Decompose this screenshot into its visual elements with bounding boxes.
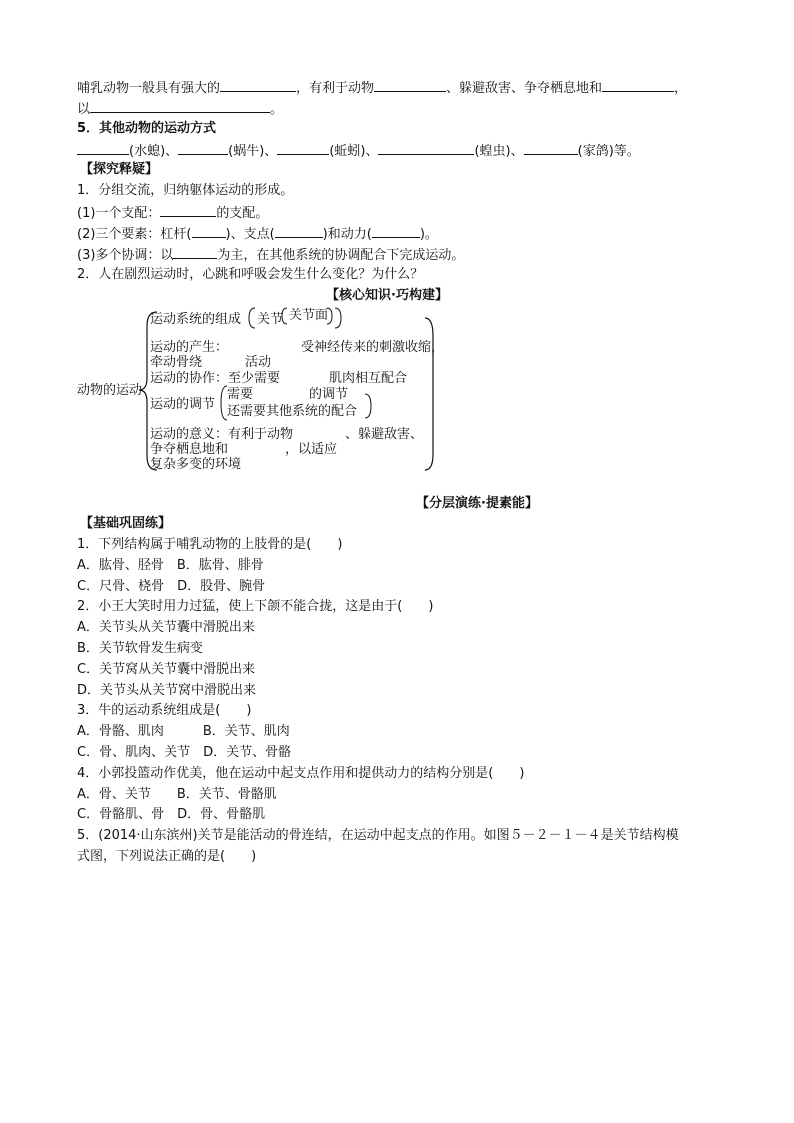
intro-text: 以 xyxy=(77,102,91,117)
map-r3-label: 运动的协作：至少需要 xyxy=(150,371,281,386)
question-text: 1．分组交流，归纳躯体运动的形成。 xyxy=(77,183,294,198)
question-stem: 4．小郭投篮动作优美，他在运动中起支点作用和提供动力的结构分别是( ) xyxy=(77,765,525,781)
item-text: (1)一个支配： xyxy=(77,206,161,221)
question-text: 2．人在剧烈运动时，心跳和呼吸会发生什么变化？为什么？ xyxy=(77,267,424,282)
answer-option[interactable]: C．骨骼肌、骨 D．骨、骨骼肌 xyxy=(77,807,266,823)
explore-q1 xyxy=(77,181,724,201)
answer-option[interactable]: A．肱骨、胫骨 B．肱骨、腓骨 xyxy=(77,557,264,573)
answer-option[interactable]: A．骨、关节 B．关节、骨骼肌 xyxy=(77,786,277,802)
blank xyxy=(524,140,578,155)
map-r4-reg: 的调节 xyxy=(309,387,349,402)
answer-option[interactable]: D．关节头从关节窝中滑脱出来 xyxy=(77,682,257,698)
q5-item: (水螅)、 xyxy=(129,144,179,159)
blank xyxy=(372,223,420,238)
item-text: 的支配。 xyxy=(216,206,269,221)
intro-text: ，有利于动物 xyxy=(296,81,375,96)
explore-p3 xyxy=(77,244,724,264)
answer-option[interactable]: 式图，下列说法正确的是( ) xyxy=(77,849,257,864)
map-r2-text2: 牵动骨绕 xyxy=(150,355,203,370)
map-r5-text4: 复杂多变的环境 xyxy=(150,457,242,472)
q5-item: (蚯蚓)、 xyxy=(329,144,379,159)
blank xyxy=(178,140,228,155)
q5-items xyxy=(77,140,724,160)
blank xyxy=(192,223,226,238)
blank xyxy=(275,223,323,238)
answer-option[interactable]: B．关节软骨发生病变 xyxy=(77,641,203,656)
intro-text: 、躲避敌害、争夺栖息地和 xyxy=(446,81,603,96)
map-r3-text: 肌肉相互配合 xyxy=(329,371,408,386)
item-text: (2)三个要素：杠杆( xyxy=(77,227,192,242)
map-r1-joint: 关节 xyxy=(257,312,284,327)
blank xyxy=(277,140,329,155)
answer-option[interactable]: A．关节头从关节囊中滑脱出来 xyxy=(77,620,255,636)
question-stem: 2．小王大笑时用力过猛，使上下颌不能合拢，这是由于( ) xyxy=(77,599,434,615)
explore-p2 xyxy=(77,223,724,243)
answer-option[interactable]: A．骨骼、肌肉 B．关节、肌肉 xyxy=(77,724,290,740)
blank xyxy=(173,244,217,259)
blank xyxy=(77,140,129,155)
blank xyxy=(378,140,474,155)
intro-line-2 xyxy=(77,98,724,118)
item-text: 为主，在其他系统的协调配合下完成运动。 xyxy=(217,248,465,263)
q5-item: (蜗牛)、 xyxy=(228,144,278,159)
practice-heading: 【分层演练·提素能】 xyxy=(416,496,538,511)
map-r5-text2: 争夺栖息地和 xyxy=(150,442,229,457)
question-stem: 3．牛的运动系统组成是( ) xyxy=(77,703,252,719)
blank xyxy=(90,98,270,113)
map-r2-label: 运动的产生： xyxy=(150,340,229,355)
question-stem: 5．(2014·山东滨州)关节是能活动的骨连结，在运动中起支点的作用。如图５－２－１－４是关节结构模 xyxy=(77,828,679,844)
q5-item: (家鸽)等。 xyxy=(577,144,640,159)
answer-option[interactable]: C．尺骨、桡骨 D．股骨、腕骨 xyxy=(77,578,266,594)
item-text: )、支点( xyxy=(225,227,275,242)
intro-line-1 xyxy=(77,77,724,97)
explore-q2 xyxy=(77,265,724,285)
item-text: (3)多个协调：以 xyxy=(77,248,174,263)
blank xyxy=(220,77,296,92)
map-r4-other: 还需要其他系统的配合 xyxy=(227,404,358,419)
question-stem: 1．下列结构属于哺乳动物的上肢骨的是( ) xyxy=(77,537,343,552)
map-r5-text: 、躲避敌害、 xyxy=(345,427,424,442)
map-root: 动物的运动 xyxy=(77,383,143,398)
map-r5-label: 运动的意义：有利于动物 xyxy=(150,427,294,442)
map-r5-text3: ，以适应 xyxy=(285,442,338,457)
item-text: )。 xyxy=(419,227,438,242)
map-r1-surface: 关节面 xyxy=(289,308,329,323)
q5-item: (蝗虫)、 xyxy=(474,144,524,159)
map-r4-need: 需要 xyxy=(227,387,254,402)
answer-option[interactable]: C．关节窝从关节囊中滑脱出来 xyxy=(77,661,256,677)
blank xyxy=(160,202,216,217)
intro-text: 。 xyxy=(270,102,284,117)
item-text: )和动力( xyxy=(322,227,372,242)
map-r2-text: 受神经传来的刺激收缩， xyxy=(301,340,445,355)
practice-sub: 【基础巩固练】 xyxy=(80,516,172,531)
explore-p1 xyxy=(77,202,724,222)
intro-text: 哺乳动物一般具有强大的 xyxy=(77,81,221,96)
map-r1-label: 运动系统的组成 xyxy=(150,312,242,327)
q5-title: 5．其他动物的运动方式 xyxy=(77,121,217,136)
blank xyxy=(374,77,446,92)
intro-text: ， xyxy=(674,81,688,96)
concept-map xyxy=(77,306,477,476)
blank xyxy=(602,77,674,92)
explore-heading: 【探究释疑】 xyxy=(80,162,159,177)
core-heading: 【核心知识·巧构建】 xyxy=(326,288,448,303)
map-r4-label: 运动的调节 xyxy=(150,397,216,412)
map-r2-text3: 活动 xyxy=(245,355,272,370)
answer-option[interactable]: C．骨、肌肉、关节 D．关节、骨骼 xyxy=(77,745,292,760)
